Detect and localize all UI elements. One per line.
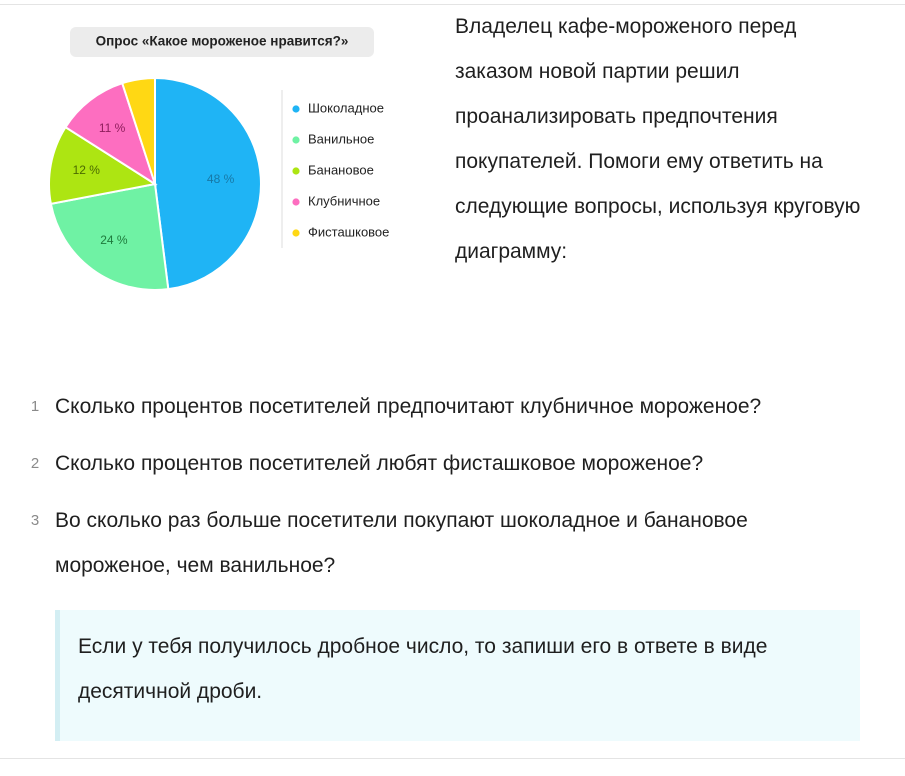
- pie-slice-label: 12 %: [72, 163, 100, 178]
- legend-label: Банановое: [308, 162, 374, 178]
- legend-label: Клубничное: [308, 193, 381, 209]
- question-text: Во сколько раз больше посетители покупают шоколадное и банановое мороженое, чем ванильное?: [55, 509, 748, 577]
- legend-marker: [292, 136, 299, 143]
- question-number: 2: [30, 455, 40, 472]
- question-number: 3: [30, 512, 40, 529]
- legend-marker: [292, 167, 299, 174]
- bottom-divider: [0, 758, 905, 759]
- legend-label: Шоколадное: [308, 100, 384, 116]
- question-text: Сколько процентов посетителей любят фисташковое мороженое?: [55, 452, 704, 475]
- pie-chart: [40, 20, 410, 300]
- pie-slice-label: 11 %: [98, 120, 126, 135]
- legend-marker: [292, 105, 299, 112]
- pie-slice-label: 48 %: [206, 172, 235, 187]
- question-item: [0, 498, 905, 588]
- question-item: [0, 441, 905, 486]
- question-item: [0, 384, 905, 429]
- chart-title: Опрос «Какое мороженое нравится?»: [95, 33, 349, 49]
- legend-label: Фисташковое: [308, 224, 390, 240]
- pie-slice-label: 24 %: [100, 232, 128, 247]
- hint-text: Если у тебя получилось дробное число, то запиши его в ответе в виде десятичной дроби.: [78, 635, 768, 703]
- intro-paragraph: Владелец кафе-мороженого перед заказом новой партии решил проанализировать предпочтения покупателей. Помоги ему ответить на следующие вопросы, используя круговую диаграмму:: [455, 15, 861, 263]
- legend-label: Ванильное: [308, 131, 375, 147]
- legend-marker: [292, 229, 299, 236]
- chart-legend: [292, 100, 389, 239]
- hint-note: [55, 610, 860, 741]
- question-list: [0, 384, 905, 600]
- legend-marker: [292, 198, 299, 205]
- question-text: Сколько процентов посетителей предпочитают клубничное мороженое?: [55, 395, 762, 418]
- question-number: 1: [30, 398, 40, 415]
